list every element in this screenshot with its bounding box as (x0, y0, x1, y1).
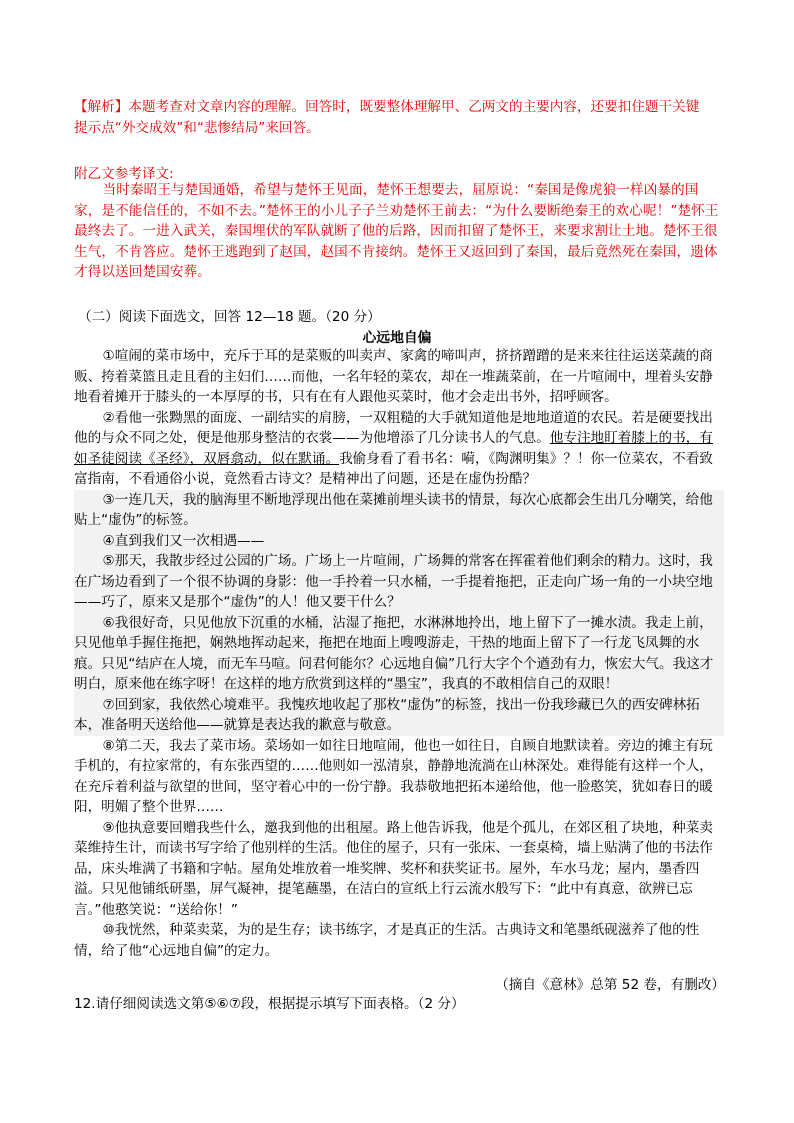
article-paragraph-10: ⑩我恍然，种菜卖菜，为的是生存；读书练字，才是真正的生活。古典诗文和笔墨纸砚滋养了他的性情，给了他“心远地自偏”的定力。 (74, 922, 700, 959)
underlined-sentence: 他专注地盯着膝上的书，有如圣徒阅读《圣经》，双唇翕动，似在默诵。 (74, 430, 713, 467)
paragraph-2-text-b: 我偷身看了看书名：嗬，《陶渊明集》？！你一位菜农，不看致富指南，不看通俗小说，竟然看古诗文？是精神出了问题，还是在虚伪扮酷？ (74, 450, 713, 487)
article-paragraph-2 (74, 408, 724, 490)
section-heading: （二）阅读下面选文，回答 12—18 题。（20 分） (78, 309, 381, 325)
article-paragraph-5: ⑤那天，我散步经过公园的广场。广场上一片喧闹，广场舞的常客在挥霍着他们剩余的精力。这时，我在广场边看到了一个很不协调的身影：他一手拎着一只水桶，一手提着拖把，正走向广场一角的一小块空地——巧了，原来又是那个“虚伪”的人！他又要干什么？ (74, 551, 724, 613)
analysis-text-1: 本题考查对文章内容的理解。回答时，既要整体理解甲、乙两文的主要内容，还要扣住题干关键 (128, 99, 700, 115)
article-title: 心远地自偏 (362, 330, 432, 346)
article-paragraph-3: ③一连几天，我的脑海里不断地浮现出他在菜摊前埋头读书的情景，每次心底都会生出几分嘲笑，给他贴上“虚伪”的标签。 (74, 490, 724, 531)
analysis-line-2: 提示点“外交成效”和“悲惨结局”来回答。 (74, 120, 320, 136)
article-paragraph-7: ⑦回到家，我依然心境难平。我愧疚地收起了那枚“虚伪”的标签，找出一份我珍藏已久的西安碑林拓本，准备明天送给他——就算是表达我的歉意与敬意。 (74, 695, 724, 736)
article-body (74, 346, 724, 961)
article-paragraph-1: ①喧闹的菜市场中，充斥于耳的是菜贩的叫卖声、家禽的啼叫声，挤挤蹭蹭的是来来往往运送菜蔬的商贩、挎着菜篮且走且看的主妇们……而他，一名年轻的菜农，却在一堆蔬菜前，在一片喧闹中，埋着头安静地看着摊开于膝头的一本厚厚的书，只有在有人跟他买菜时，他才会走出书外，招呼顾客。 (74, 348, 713, 405)
translation-text: 当时秦昭王与楚国通婚，希望与楚怀王见面，楚怀王想要去，屈原说：“秦国是像虎狼一样凶暴的国家，是不能信任的，不如不去。”楚怀王的小儿子子兰劝楚怀王前去：“为什么要断绝秦王的欢心呢！”楚怀王最终去了。一进入武关，秦国埋伏的军队就断了他的后路，因而扣留了楚怀王，来要求割让土地。楚怀王很生气，不肯答应。楚怀王逃跑到了赵国，赵国不肯接纳。楚怀王又返回到了秦国，最后竟然死在秦国，遗体才得以送回楚国安葬。 (74, 182, 719, 280)
translation-title: 附乙文参考译文: (74, 166, 174, 182)
question-12: 12.请仔细阅读选文第⑤⑥⑦段，根据提示填写下面表格。（2 分） (74, 996, 465, 1012)
paragraph-2-text-a: ②看他一张黝黑的面庞、一副结实的肩膀，一双粗糙的大手就知道他是地地道道的农民。若是硬要找出他的与众不同之处，便是他那身整洁的衣裳——为他增添了几分读书人的气息。 (74, 409, 713, 446)
article-paragraph-6: ⑥我很好奇，只见他放下沉重的水桶，沾湿了拖把，水淋淋地拎出，地上留下了一摊水渍。我走上前，只见他单手握住拖把，娴熟地挥动起来，拖把在地面上嗖嗖游走，干热的地面上留下了一行龙飞凤舞的水痕。只见“结庐在人境，而无车马喧。问君何能尔？心远地自偏”几行大字个个遒劲有力，恢宏大气。我这才明白，原来他在练字呀！在这样的地方欣赏到这样的“墨宝”，我真的不敢相信自己的双眼！ (74, 613, 724, 695)
analysis-line-1 (74, 97, 699, 117)
article-source: （摘自《意林》总第 52 卷，有删改） (495, 977, 725, 993)
article-paragraph-8: ⑧第二天，我去了菜市场。菜场如一如往日地喧闹，他也一如往日，自顾自地默读着。旁边的摊主有玩手机的，有拉家常的，有东张西望的……他则如一泓清泉，静静地流淌在山林深处。难得能有这样一个人，在充斥着利益与欲望的世间，坚守着心中的一份宁静。我恭敬地把拓本递给他，他一脸憨笑，犹如春日的暖阳，明媚了整个世界…… (74, 737, 713, 815)
article-paragraph-4: ④直到我们又一次相遇—— (74, 531, 724, 552)
article-paragraph-9: ⑨他执意要回赠我些什么，邀我到他的出租屋。路上他告诉我，他是个孤儿，在郊区租了块地，种菜卖菜维持生计，而读书写字给了他别样的生活。他住的屋子，只有一张床、一套桌椅，墙上贴满了他的书法作品，床头堆满了书籍和字帖。屋角处堆放着一堆奖牌、奖杯和获奖证书。屋外，车水马龙；屋内，墨香四溢。只见他铺纸研墨，屏气凝神，提笔蘸墨，在洁白的宣纸上行云流水般写下：“此中有真意，欲辨已忘言。”他憨笑说：“送给你！” (74, 819, 713, 918)
analysis-tag: 【解析】 (74, 99, 129, 115)
